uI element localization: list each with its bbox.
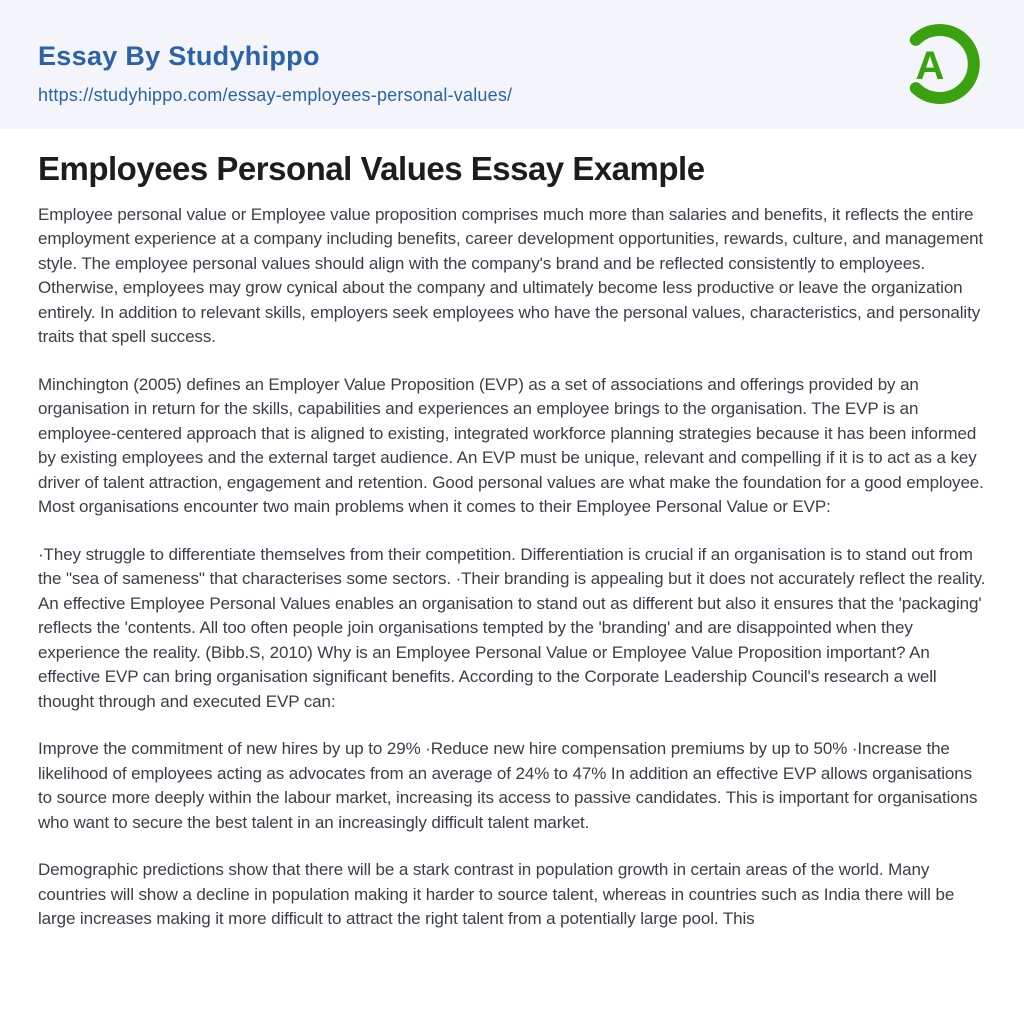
header-url-link[interactable]: https://studyhippo.com/essay-employees-personal-values/ xyxy=(38,84,513,105)
essay-paragraph: Minchington (2005) defines an Employer Value Proposition (EVP) as a set of associations and offerings provided by an organisation in return for the skills, capabilities and experiences an employee brings to the organisation. The EVP is an employee-centered approach that is aligned to existing, integrated workforce planning strategies because it has been informed by existing employees and the external target audience. An EVP must be unique, relevant and compelling if it is to act as a key driver of talent attraction, engagement and retention. Good personal values are what make the foundation for a good employee. Most organisations encounter two main problems when it comes to their Employee Personal Value or EVP: xyxy=(38,374,984,517)
header-title: Essay By Studyhippo xyxy=(38,41,320,71)
logo-ring-icon xyxy=(896,16,988,112)
essay-body xyxy=(38,203,986,932)
page-title: Employees Personal Values Essay Example xyxy=(38,150,705,187)
essay-paragraph: Employee personal value or Employee value proposition comprises much more than salaries and benefits, it reflects the entire employment experience at a company including benefits, career development opportunities, rewards, culture, and management style. The employee personal values should align with the company's brand and be reflected consistently to employees. Otherwise, employees may grow cynical about the company and ultimately become less productive or leave the organization entirely. In addition to relevant skills, employers seek employees who have the personal values, characteristics, and personality traits that spell success. xyxy=(38,204,984,347)
article xyxy=(0,129,1024,932)
essay-paragraph: Demographic predictions show that there will be a stark contrast in population growth in certain areas of the world. Many countries will show a decline in population making it harder to source talent, whereas in countries such as India there will be large increases making it more difficult to attract the right talent from a potentially large pool. This xyxy=(38,860,955,929)
logo-letter: A xyxy=(915,44,945,88)
essay-paragraph: ·They struggle to differentiate themselves from their competition. Differentiation is crucial if an organisation is to stand out from the "sea of sameness" that characterises some sectors. ·Their branding is appealing but it does not accurately reflect the reality. An effective Employee Personal Values enables an organisation to stand out as different but also it ensures that the 'packaging' reflects the 'contents. All too often people join organisations tempted by the 'branding' and are disappointed when they experience the reality. (Bibb.S, 2010) Why is an Employee Personal Value or Employee Value Proposition important? An effective EVP can bring organisation significant benefits. According to the Corporate Leadership Council's research a well thought through and executed EVP can: xyxy=(38,544,986,711)
essay-paragraph: Improve the commitment of new hires by up to 29% ·Reduce new hire compensation premiums by up to 50% ·Increase the likelihood of employees acting as advocates from an average of 24% to 47% In addition an effective EVP allows organisations to source more deeply within the labour market, increasing its access to passive candidates. This is important for organisations who want to secure the best talent in an increasingly difficult talent market. xyxy=(38,739,978,832)
header xyxy=(0,0,1024,129)
studyhippo-logo xyxy=(896,16,988,112)
